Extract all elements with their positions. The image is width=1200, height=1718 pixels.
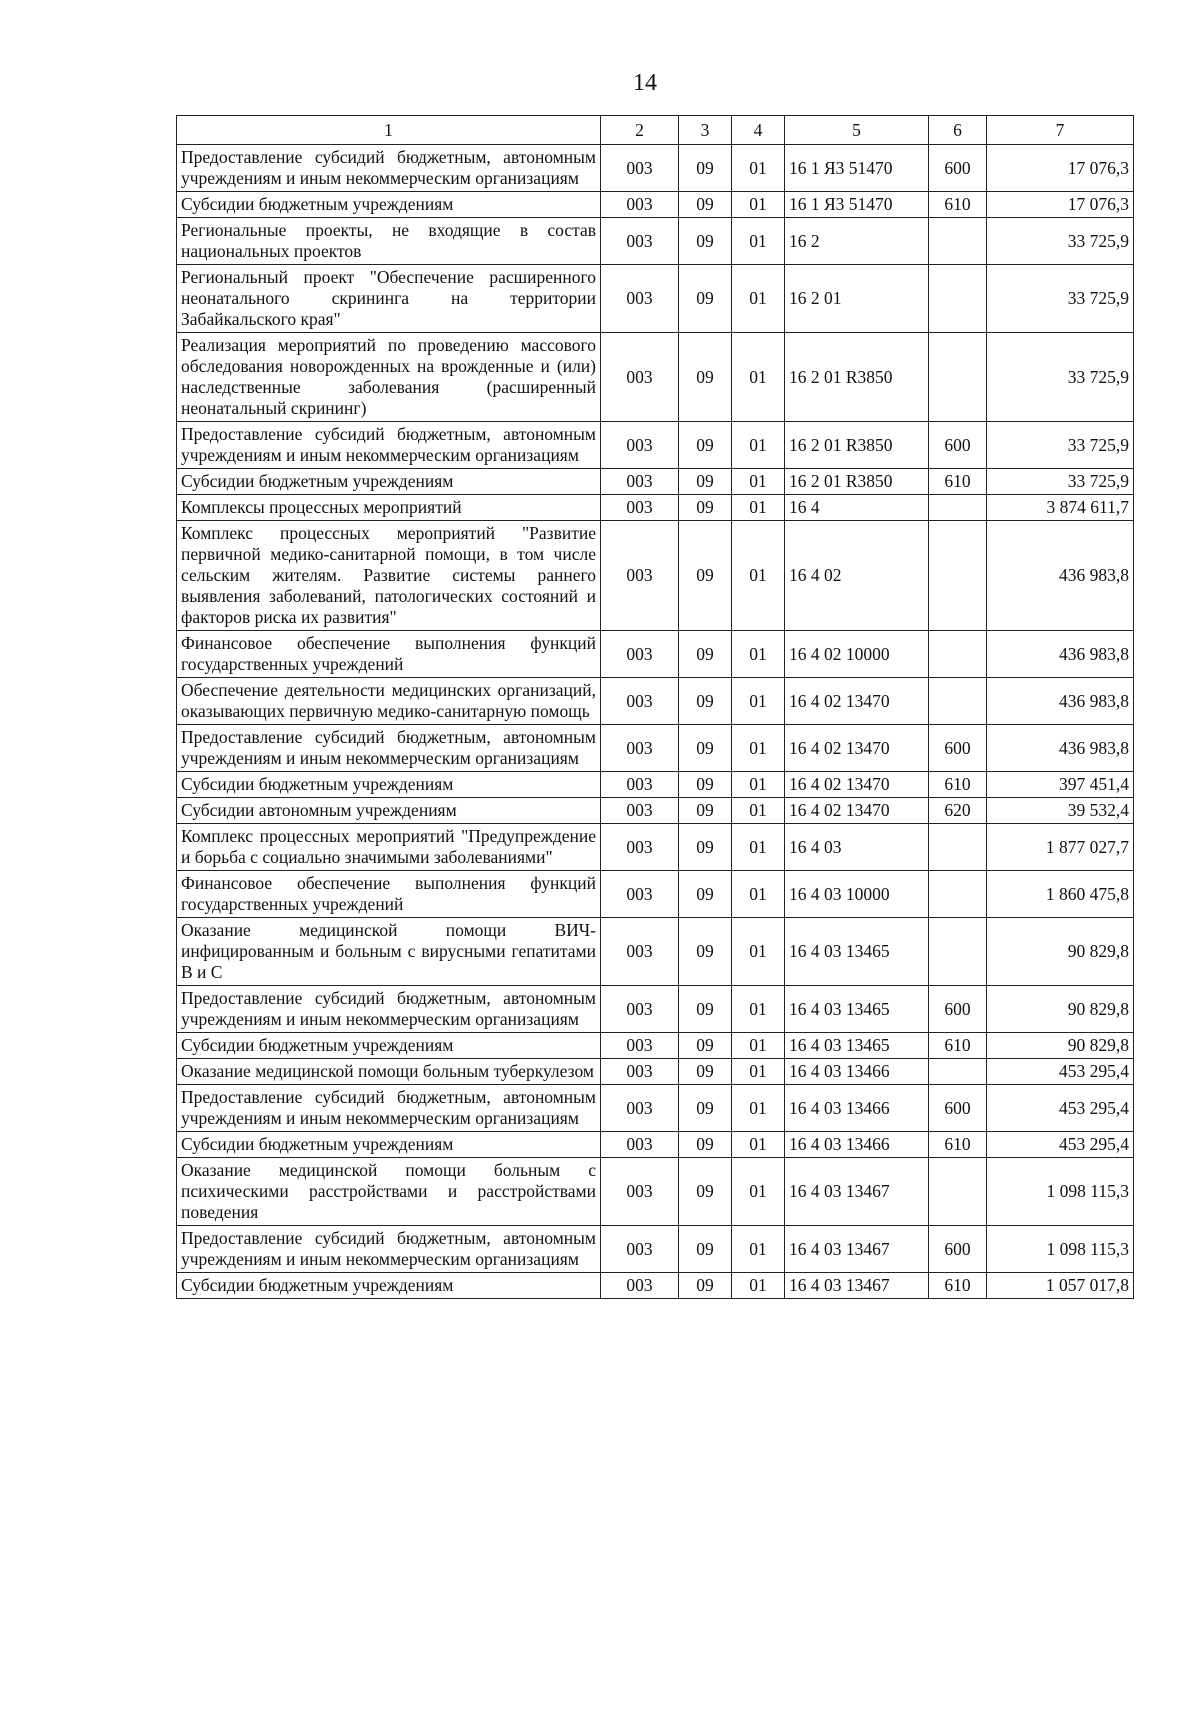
amount-cell: 1 098 115,3 [987, 1226, 1134, 1273]
expense-type-cell [929, 218, 987, 265]
row-name-cell: Субсидии бюджетным учреждениям [177, 1033, 601, 1059]
table-row [177, 469, 1134, 495]
target-article-cell: 16 4 03 [785, 824, 929, 871]
amount-cell: 90 829,8 [987, 918, 1134, 986]
header-row [177, 116, 1134, 145]
subsection-code-cell: 01 [732, 678, 785, 725]
row-name-cell: Субсидии бюджетным учреждениям [177, 772, 601, 798]
target-article-cell: 16 4 03 13465 [785, 918, 929, 986]
target-article-cell: 16 4 03 10000 [785, 871, 929, 918]
ministry-code-cell: 003 [601, 265, 679, 333]
ministry-code-cell: 003 [601, 1059, 679, 1085]
expense-type-cell [929, 918, 987, 986]
table-row [177, 725, 1134, 772]
row-name-cell: Комплексы процессных мероприятий [177, 495, 601, 521]
table-row [177, 521, 1134, 631]
section-code-cell: 09 [679, 333, 732, 422]
table-row [177, 422, 1134, 469]
row-name-cell: Предоставление субсидий бюджетным, автономным учреждениям и иным некоммерческим организациям [177, 986, 601, 1033]
ministry-code-cell: 003 [601, 422, 679, 469]
table-row [177, 1033, 1134, 1059]
subsection-code-cell: 01 [732, 192, 785, 218]
column-header: 6 [929, 116, 987, 145]
expense-type-cell [929, 265, 987, 333]
row-name-cell: Субсидии бюджетным учреждениям [177, 469, 601, 495]
section-code-cell: 09 [679, 422, 732, 469]
subsection-code-cell: 01 [732, 918, 785, 986]
table-row [177, 1158, 1134, 1226]
target-article-cell: 16 4 03 13465 [785, 1033, 929, 1059]
row-name-cell: Реализация мероприятий по проведению массового обследования новорожденных на врожденные и (или) наследственные заболевания (расширенный неонатальный скрининг) [177, 333, 601, 422]
section-code-cell: 09 [679, 986, 732, 1033]
column-header: 4 [732, 116, 785, 145]
subsection-code-cell: 01 [732, 824, 785, 871]
table-row [177, 1085, 1134, 1132]
section-code-cell: 09 [679, 725, 732, 772]
ministry-code-cell: 003 [601, 918, 679, 986]
subsection-code-cell: 01 [732, 495, 785, 521]
expense-type-cell: 620 [929, 798, 987, 824]
row-name-cell: Субсидии бюджетным учреждениям [177, 192, 601, 218]
section-code-cell: 09 [679, 772, 732, 798]
subsection-code-cell: 01 [732, 986, 785, 1033]
expense-type-cell: 600 [929, 145, 987, 192]
section-code-cell: 09 [679, 1059, 732, 1085]
subsection-code-cell: 01 [732, 422, 785, 469]
subsection-code-cell: 01 [732, 1059, 785, 1085]
table-row [177, 192, 1134, 218]
target-article-cell: 16 2 [785, 218, 929, 265]
row-name-cell: Субсидии бюджетным учреждениям [177, 1273, 601, 1299]
section-code-cell: 09 [679, 218, 732, 265]
ministry-code-cell: 003 [601, 1273, 679, 1299]
target-article-cell: 16 4 02 13470 [785, 798, 929, 824]
target-article-cell: 16 4 03 13466 [785, 1059, 929, 1085]
ministry-code-cell: 003 [601, 145, 679, 192]
subsection-code-cell: 01 [732, 218, 785, 265]
section-code-cell: 09 [679, 1273, 732, 1299]
subsection-code-cell: 01 [732, 725, 785, 772]
ministry-code-cell: 003 [601, 631, 679, 678]
ministry-code-cell: 003 [601, 1226, 679, 1273]
section-code-cell: 09 [679, 1033, 732, 1059]
row-name-cell: Региональные проекты, не входящие в состав национальных проектов [177, 218, 601, 265]
section-code-cell: 09 [679, 1132, 732, 1158]
row-name-cell: Финансовое обеспечение выполнения функций государственных учреждений [177, 871, 601, 918]
target-article-cell: 16 4 03 13466 [785, 1132, 929, 1158]
row-name-cell: Комплекс процессных мероприятий "Предупреждение и борьба с социально значимыми заболеваниями" [177, 824, 601, 871]
amount-cell: 1 860 475,8 [987, 871, 1134, 918]
section-code-cell: 09 [679, 469, 732, 495]
row-name-cell: Оказание медицинской помощи ВИЧ-инфицированным и больным с вирусными гепатитами В и С [177, 918, 601, 986]
section-code-cell: 09 [679, 824, 732, 871]
ministry-code-cell: 003 [601, 495, 679, 521]
amount-cell: 453 295,4 [987, 1085, 1134, 1132]
target-article-cell: 16 4 03 13467 [785, 1226, 929, 1273]
row-name-cell: Субсидии автономным учреждениям [177, 798, 601, 824]
amount-cell: 1 057 017,8 [987, 1273, 1134, 1299]
target-article-cell: 16 4 02 13470 [785, 725, 929, 772]
section-code-cell: 09 [679, 871, 732, 918]
subsection-code-cell: 01 [732, 772, 785, 798]
target-article-cell: 16 2 01 R3850 [785, 422, 929, 469]
table-row [177, 145, 1134, 192]
expense-type-cell: 610 [929, 192, 987, 218]
expense-type-cell: 610 [929, 1033, 987, 1059]
target-article-cell: 16 1 Я3 51470 [785, 192, 929, 218]
amount-cell: 1 098 115,3 [987, 1158, 1134, 1226]
row-name-cell: Субсидии бюджетным учреждениям [177, 1132, 601, 1158]
subsection-code-cell: 01 [732, 871, 785, 918]
expense-type-cell: 610 [929, 772, 987, 798]
expense-type-cell: 600 [929, 725, 987, 772]
expense-type-cell: 600 [929, 1226, 987, 1273]
table-row [177, 772, 1134, 798]
subsection-code-cell: 01 [732, 521, 785, 631]
table-row [177, 1273, 1134, 1299]
subsection-code-cell: 01 [732, 469, 785, 495]
amount-cell: 90 829,8 [987, 1033, 1134, 1059]
target-article-cell: 16 4 02 10000 [785, 631, 929, 678]
expense-type-cell: 610 [929, 1132, 987, 1158]
subsection-code-cell: 01 [732, 798, 785, 824]
row-name-cell: Предоставление субсидий бюджетным, автономным учреждениям и иным некоммерческим организациям [177, 1085, 601, 1132]
section-code-cell: 09 [679, 798, 732, 824]
column-header: 1 [177, 116, 601, 145]
amount-cell: 1 877 027,7 [987, 824, 1134, 871]
amount-cell: 33 725,9 [987, 218, 1134, 265]
target-article-cell: 16 4 [785, 495, 929, 521]
row-name-cell: Предоставление субсидий бюджетным, автономным учреждениям и иным некоммерческим организациям [177, 145, 601, 192]
row-name-cell: Обеспечение деятельности медицинских организаций, оказывающих первичную медико-санитарную помощь [177, 678, 601, 725]
target-article-cell: 16 4 03 13467 [785, 1158, 929, 1226]
ministry-code-cell: 003 [601, 871, 679, 918]
column-header: 5 [785, 116, 929, 145]
table-row [177, 333, 1134, 422]
target-article-cell: 16 4 03 13467 [785, 1273, 929, 1299]
table-row [177, 986, 1134, 1033]
expense-type-cell: 610 [929, 469, 987, 495]
amount-cell: 436 983,8 [987, 725, 1134, 772]
column-header: 7 [987, 116, 1134, 145]
amount-cell: 39 532,4 [987, 798, 1134, 824]
ministry-code-cell: 003 [601, 333, 679, 422]
ministry-code-cell: 003 [601, 1033, 679, 1059]
target-article-cell: 16 4 02 13470 [785, 772, 929, 798]
row-name-cell: Предоставление субсидий бюджетным, автономным учреждениям и иным некоммерческим организациям [177, 725, 601, 772]
section-code-cell: 09 [679, 145, 732, 192]
section-code-cell: 09 [679, 631, 732, 678]
amount-cell: 17 076,3 [987, 145, 1134, 192]
table-row [177, 824, 1134, 871]
expense-type-cell: 610 [929, 1273, 987, 1299]
ministry-code-cell: 003 [601, 192, 679, 218]
table-row [177, 798, 1134, 824]
table-row [177, 871, 1134, 918]
amount-cell: 436 983,8 [987, 631, 1134, 678]
column-header: 2 [601, 116, 679, 145]
row-name-cell: Оказание медицинской помощи больным туберкулезом [177, 1059, 601, 1085]
table-row [177, 631, 1134, 678]
subsection-code-cell: 01 [732, 1132, 785, 1158]
subsection-code-cell: 01 [732, 1273, 785, 1299]
ministry-code-cell: 003 [601, 521, 679, 631]
budget-table [176, 115, 1134, 1299]
subsection-code-cell: 01 [732, 333, 785, 422]
expense-type-cell [929, 824, 987, 871]
row-name-cell: Комплекс процессных мероприятий "Развитие первичной медико-санитарной помощи, в том числе сельским жителям. Развитие системы раннего выявления заболеваний, патологических состояний и факторов риска их развития" [177, 521, 601, 631]
section-code-cell: 09 [679, 192, 732, 218]
subsection-code-cell: 01 [732, 631, 785, 678]
amount-cell: 453 295,4 [987, 1132, 1134, 1158]
section-code-cell: 09 [679, 1158, 732, 1226]
row-name-cell: Предоставление субсидий бюджетным, автономным учреждениям и иным некоммерческим организациям [177, 422, 601, 469]
page-number: 14 [633, 70, 657, 96]
ministry-code-cell: 003 [601, 469, 679, 495]
amount-cell: 33 725,9 [987, 422, 1134, 469]
amount-cell: 33 725,9 [987, 469, 1134, 495]
expense-type-cell [929, 1158, 987, 1226]
table-row [177, 1059, 1134, 1085]
subsection-code-cell: 01 [732, 145, 785, 192]
target-article-cell: 16 1 Я3 51470 [785, 145, 929, 192]
table-row [177, 918, 1134, 986]
target-article-cell: 16 2 01 [785, 265, 929, 333]
subsection-code-cell: 01 [732, 1226, 785, 1273]
amount-cell: 17 076,3 [987, 192, 1134, 218]
target-article-cell: 16 4 03 13465 [785, 986, 929, 1033]
expense-type-cell: 600 [929, 1085, 987, 1132]
table-row [177, 1226, 1134, 1273]
column-header: 3 [679, 116, 732, 145]
row-name-cell: Предоставление субсидий бюджетным, автономным учреждениям и иным некоммерческим организациям [177, 1226, 601, 1273]
subsection-code-cell: 01 [732, 1158, 785, 1226]
ministry-code-cell: 003 [601, 1132, 679, 1158]
amount-cell: 3 874 611,7 [987, 495, 1134, 521]
section-code-cell: 09 [679, 918, 732, 986]
ministry-code-cell: 003 [601, 1158, 679, 1226]
target-article-cell: 16 2 01 R3850 [785, 333, 929, 422]
expense-type-cell [929, 871, 987, 918]
target-article-cell: 16 2 01 R3850 [785, 469, 929, 495]
section-code-cell: 09 [679, 1226, 732, 1273]
table-row [177, 1132, 1134, 1158]
target-article-cell: 16 4 02 13470 [785, 678, 929, 725]
amount-cell: 90 829,8 [987, 986, 1134, 1033]
ministry-code-cell: 003 [601, 798, 679, 824]
row-name-cell: Оказание медицинской помощи больным с психическими расстройствами и расстройствами поведения [177, 1158, 601, 1226]
amount-cell: 436 983,8 [987, 521, 1134, 631]
ministry-code-cell: 003 [601, 772, 679, 798]
table-row [177, 218, 1134, 265]
expense-type-cell [929, 521, 987, 631]
expense-type-cell: 600 [929, 986, 987, 1033]
ministry-code-cell: 003 [601, 678, 679, 725]
section-code-cell: 09 [679, 265, 732, 333]
ministry-code-cell: 003 [601, 218, 679, 265]
amount-cell: 33 725,9 [987, 333, 1134, 422]
ministry-code-cell: 003 [601, 986, 679, 1033]
table-row [177, 678, 1134, 725]
row-name-cell: Финансовое обеспечение выполнения функций государственных учреждений [177, 631, 601, 678]
subsection-code-cell: 01 [732, 1033, 785, 1059]
expense-type-cell [929, 631, 987, 678]
amount-cell: 436 983,8 [987, 678, 1134, 725]
amount-cell: 33 725,9 [987, 265, 1134, 333]
amount-cell: 397 451,4 [987, 772, 1134, 798]
expense-type-cell: 600 [929, 422, 987, 469]
target-article-cell: 16 4 03 13466 [785, 1085, 929, 1132]
ministry-code-cell: 003 [601, 824, 679, 871]
table-row [177, 265, 1134, 333]
expense-type-cell [929, 495, 987, 521]
row-name-cell: Региональный проект "Обеспечение расширенного неонатального скрининга на территории Забайкальского края" [177, 265, 601, 333]
ministry-code-cell: 003 [601, 1085, 679, 1132]
table-row [177, 495, 1134, 521]
section-code-cell: 09 [679, 521, 732, 631]
amount-cell: 453 295,4 [987, 1059, 1134, 1085]
expense-type-cell [929, 1059, 987, 1085]
expense-type-cell [929, 678, 987, 725]
expense-type-cell [929, 333, 987, 422]
section-code-cell: 09 [679, 678, 732, 725]
section-code-cell: 09 [679, 495, 732, 521]
target-article-cell: 16 4 02 [785, 521, 929, 631]
subsection-code-cell: 01 [732, 1085, 785, 1132]
ministry-code-cell: 003 [601, 725, 679, 772]
section-code-cell: 09 [679, 1085, 732, 1132]
subsection-code-cell: 01 [732, 265, 785, 333]
